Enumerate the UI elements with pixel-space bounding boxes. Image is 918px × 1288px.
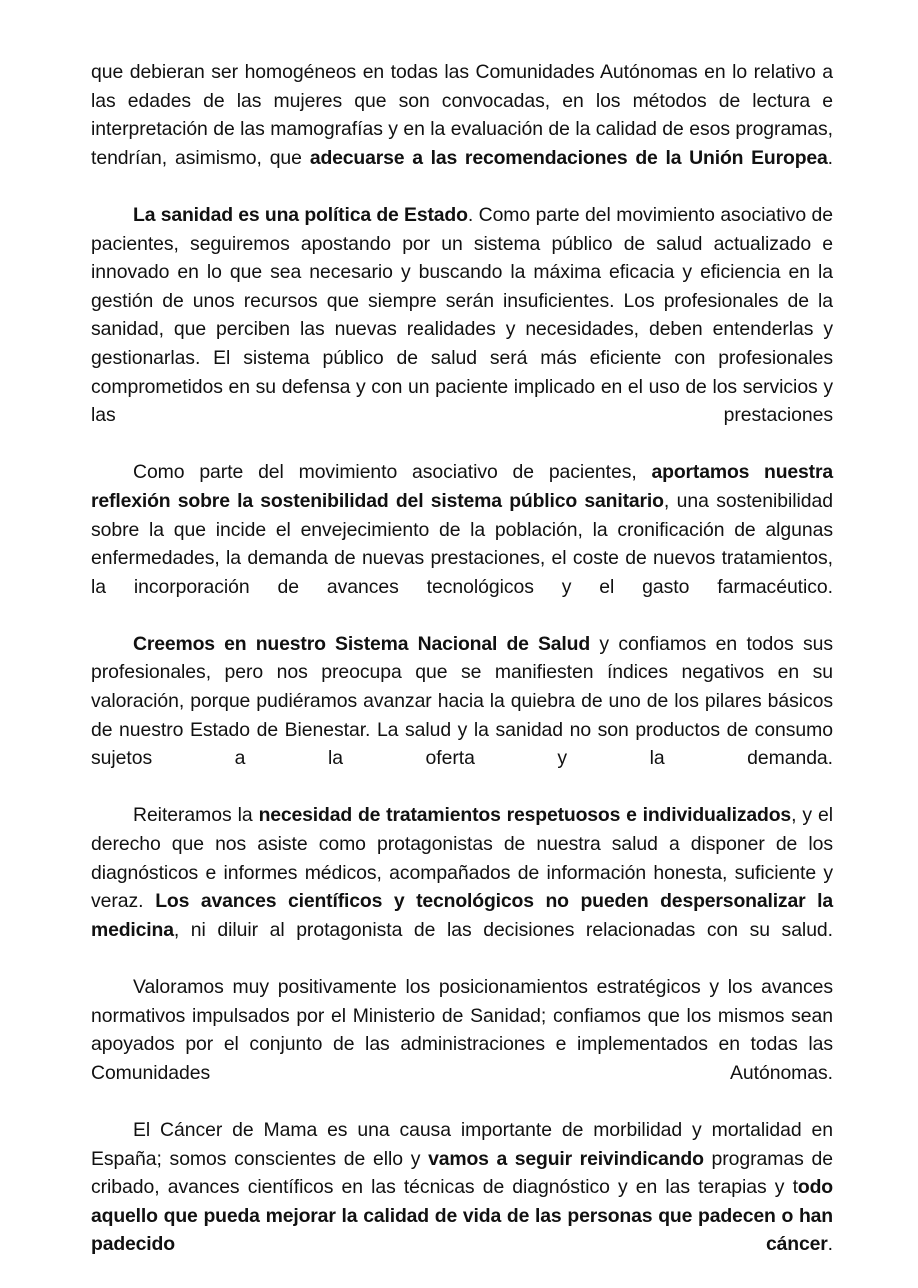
emphasis-text: Creemos en nuestro Sistema Nacional de Salud (133, 632, 591, 655)
emphasis-text: adecuarse a las recomendaciones de la Unión Europea (309, 146, 828, 169)
body-text: programas de cribado, avances científicos en las técnicas de diagnóstico y en las terapias y t (91, 1147, 833, 1199)
body-text: Valoramos muy positivamente los posicionamientos estratégicos y los avances normativos impulsados por el Ministerio de Sanidad; confiamos que los mismos sean apoyados por el conjunto de las administraciones e implementados en todas las Comunidades Autónomas. (91, 976, 833, 1084)
emphasis-text: aportamos nuestra reflexión sobre la sostenibilidad del sistema público sanitario (91, 461, 833, 512)
emphasis-text: La sanidad es una política de Estado (133, 203, 468, 226)
emphasis-text: necesidad de tratamientos respetuosos e individualizados (258, 804, 792, 827)
body-text: Reiteramos la (133, 804, 259, 827)
body-text: Como parte del movimiento asociativo de pacientes, (133, 461, 652, 484)
emphasis-text: odo aquello que pueda mejorar la calidad de vida de las personas que padecen o han padecido cáncer (91, 1176, 833, 1256)
body-text: . (827, 1233, 833, 1256)
emphasis-text: vamos a seguir reivindicando (428, 1147, 704, 1170)
emphasis-text: Los avances científicos y tecnológicos no pueden despersonalizar la medicina (91, 890, 833, 941)
body-text: , y el derecho que nos asiste como protagonistas de nuestra salud a disponer de los diagnósticos e informes médicos, acompañados de información honesta, suficiente y veraz. (91, 804, 833, 913)
body-text: y confiamos en todos sus profesionales, pero nos preocupa que se manifiesten índices negativos en su valoración, porque pudiéramos avanzar hacia la quiebra de uno de los pilares básicos de nuestro Estado de Bienestar. La salud y la sanidad no son productos de consumo sujetos a la oferta y la demanda. (91, 632, 833, 770)
body-text: . Como parte del movimiento asociativo de pacientes, seguiremos apostando por un sistema público de salud actualizado e innovado en lo que sea necesario y buscando la máxima eficacia y eficiencia en la gestión de unos recursos que siempre serán insuficientes. Los profesionales de la sanidad, que perciben las nuevas realidades y necesidades, deben entenderlas y gestionarlas. El sistema público de salud será más eficiente con profesionales comprometidos en su defensa y con un paciente implicado en el uso de los servicios y las prestaciones (91, 203, 833, 427)
paragraph (91, 630, 833, 802)
paragraph (91, 201, 833, 458)
body-text: El Cáncer de Mama es una causa importante de morbilidad y mortalidad en España; somos conscientes de ello y (91, 1118, 833, 1170)
paragraph (91, 1116, 833, 1288)
paragraph (91, 458, 833, 630)
document-body-text (91, 58, 833, 1288)
body-text: , ni diluir al protagonista de las decisiones relacionadas con su salud. (173, 918, 833, 941)
paragraph (91, 58, 833, 201)
body-text: que debieran ser homogéneos en todas las Comunidades Autónomas en lo relativo a las edades de las mujeres que son convocadas, en los métodos de lectura e interpretación de las mamografías y en la evaluación de la calidad de esos programas, tendrían, asimismo, que (91, 61, 833, 169)
paragraph (91, 801, 833, 973)
paragraph (91, 973, 833, 1116)
body-text: . (827, 146, 834, 169)
body-text: , una sostenibilidad sobre la que incide el envejecimiento de la población, la cronificación de algunas enfermedades, la demanda de nuevas prestaciones, el coste de nuevos tratamientos, la incorporación de avances tecnológicos y el gasto farmacéutico. (91, 489, 833, 598)
